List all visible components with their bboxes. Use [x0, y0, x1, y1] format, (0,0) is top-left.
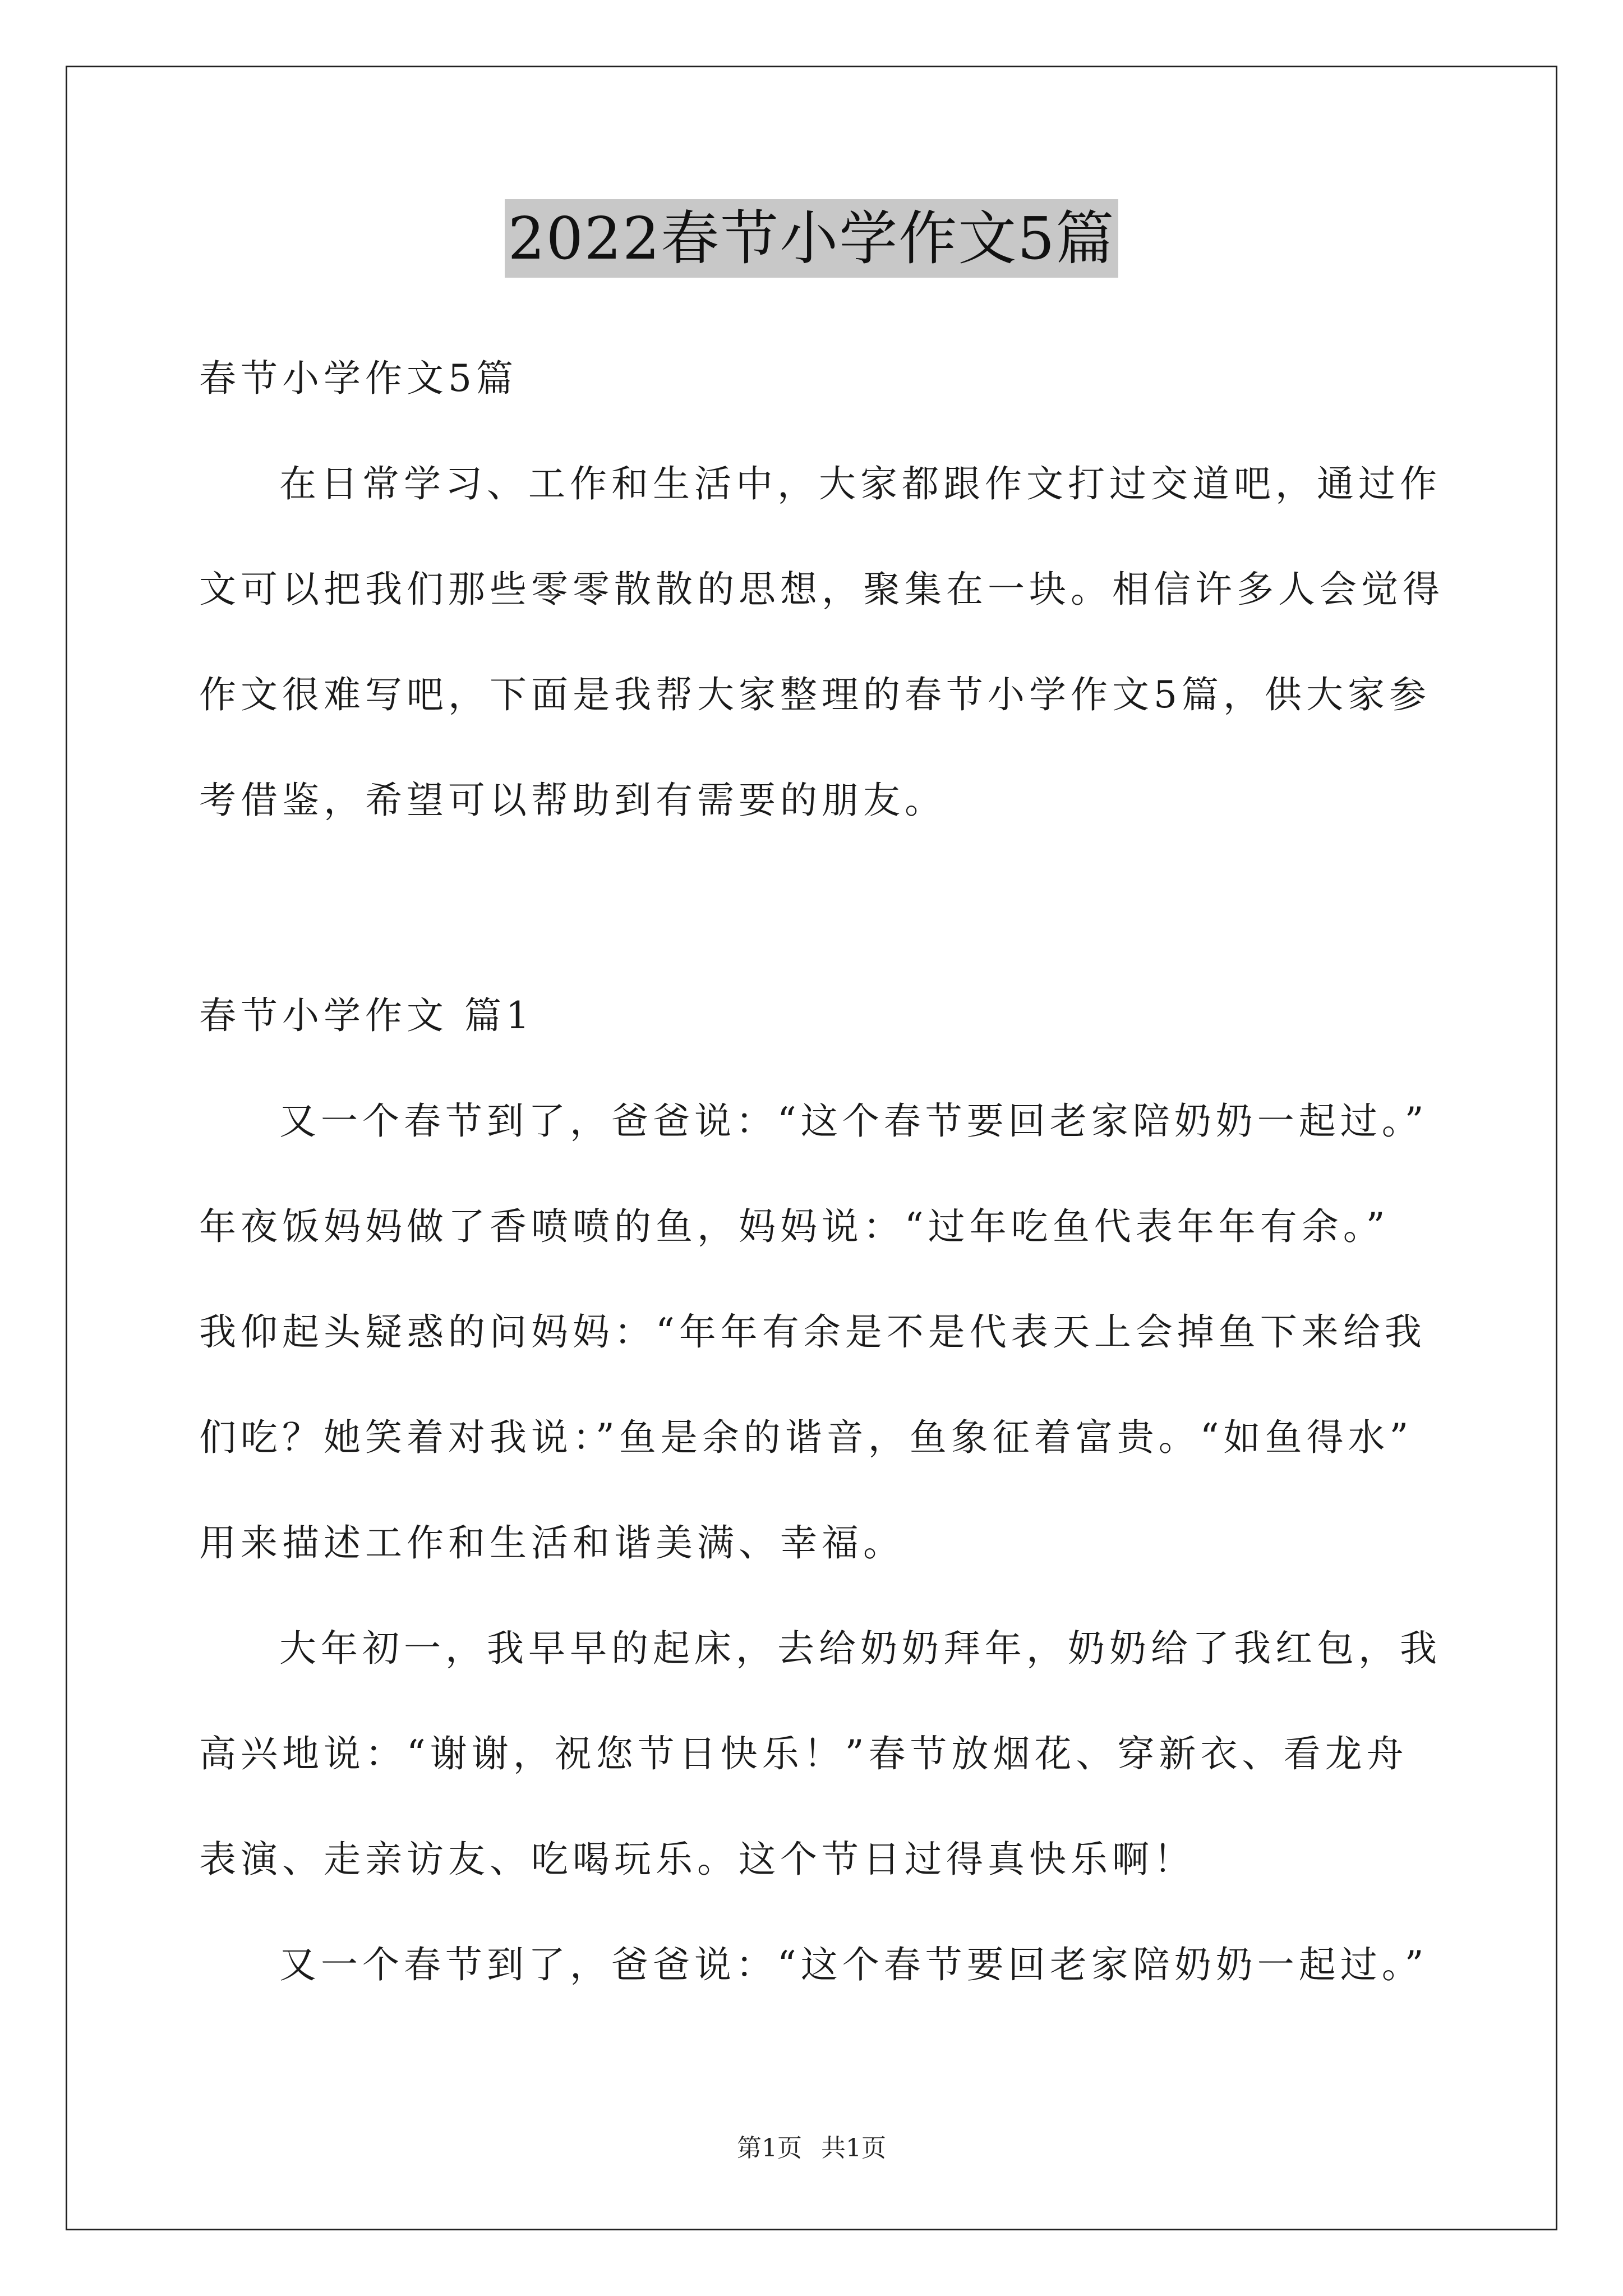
paragraph-line: 们吃？她笑着对我说：”鱼是余的谐音，鱼象征着富贵。“如鱼得水” [199, 1416, 1413, 1459]
title-wrap [0, 199, 1623, 278]
document-subtitle: 春节小学作文5篇 [199, 357, 518, 400]
paragraph-line: 我仰起头疑惑的问妈妈：“年年有余是不是代表天上会掉鱼下来给我 [199, 1310, 1426, 1354]
paragraph-line: 表演、走亲访友、吃喝玩乐。这个节日过得真快乐啊！ [199, 1838, 1195, 1881]
paragraph-line: 高兴地说：“谢谢，祝您节日快乐！”春节放烟花、穿新衣、看龙舟 [199, 1732, 1408, 1775]
paragraph-line: 用来描述工作和生活和谐美满、幸福。 [199, 1521, 905, 1565]
paragraph-line: 大年初一，我早早的起床，去给奶奶拜年，奶奶给了我红包，我 [279, 1627, 1441, 1670]
page-number: 第1页 [737, 2134, 802, 2162]
paragraph-line: 又一个春节到了，爸爸说：“这个春节要回老家陪奶奶一起过。” [279, 1943, 1428, 1986]
document-title: 2022春节小学作文5篇 [505, 199, 1119, 278]
page-total: 共1页 [821, 2134, 886, 2162]
paragraph-line: 年夜饭妈妈做了香喷喷的鱼，妈妈说：“过年吃鱼代表年年有余。” [199, 1205, 1390, 1248]
paragraph-line: 又一个春节到了，爸爸说：“这个春节要回老家陪奶奶一起过。” [279, 1099, 1428, 1143]
section-heading: 春节小学作文 篇1 [199, 994, 534, 1037]
intro-line: 作文很难写吧，下面是我帮大家整理的春节小学作文5篇，供大家参 [199, 673, 1431, 716]
intro-line: 文可以把我们那些零零散散的思想，聚集在一块。相信许多人会觉得 [199, 568, 1444, 611]
intro-line: 在日常学习、工作和生活中，大家都跟作文打过交道吧，通过作 [279, 462, 1441, 505]
page-footer [0, 2132, 1623, 2165]
intro-line: 考借鉴，希望可以帮助到有需要的朋友。 [199, 779, 946, 822]
